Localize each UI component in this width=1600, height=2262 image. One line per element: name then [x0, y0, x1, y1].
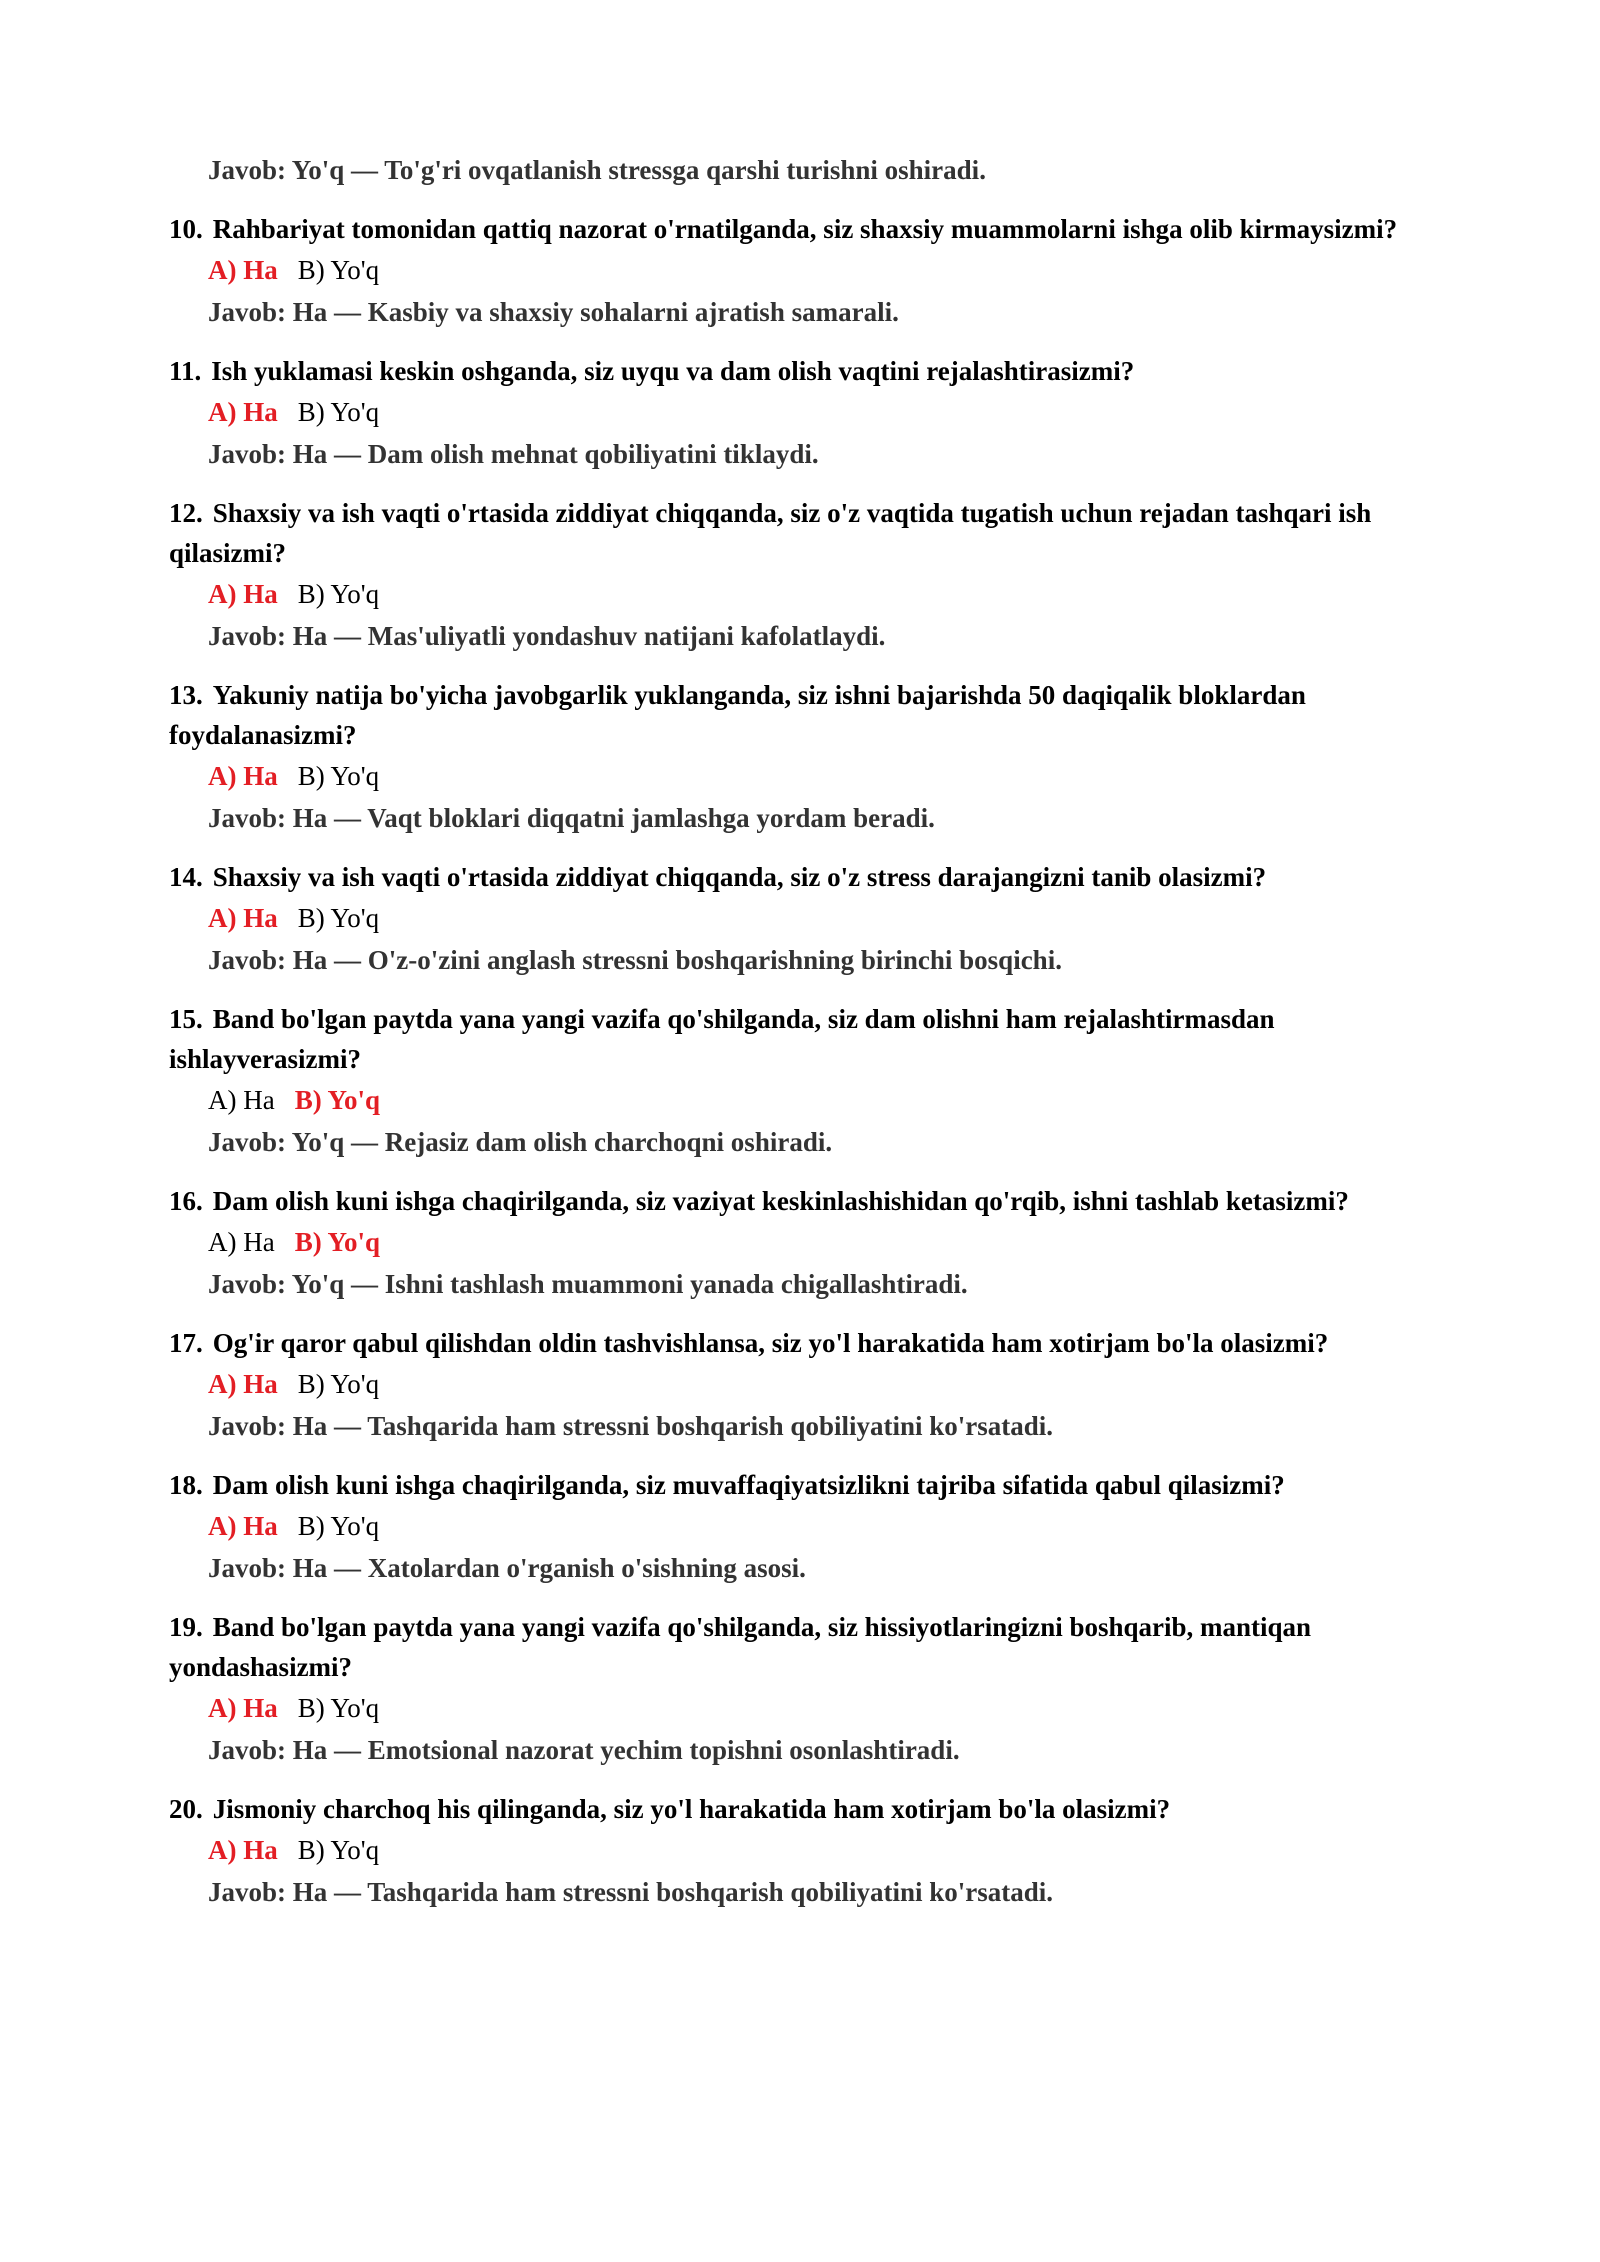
answer-options [169, 573, 1440, 616]
question-number: 10. [169, 214, 203, 244]
option-a[interactable]: A) Ha [208, 1511, 278, 1541]
answer-options [169, 1079, 1440, 1122]
question-number: 18. [169, 1470, 203, 1500]
question-number: 20. [169, 1794, 203, 1824]
answer-options [169, 755, 1440, 798]
question-text [169, 351, 1440, 391]
option-b[interactable]: B) Yo'q [297, 761, 380, 791]
option-b[interactable]: B) Yo'q [297, 579, 380, 609]
answer-options [169, 1687, 1440, 1730]
answer-options [169, 897, 1440, 940]
question-text [169, 675, 1440, 755]
option-b[interactable]: B) Yo'q [297, 903, 380, 933]
question-text [169, 999, 1440, 1079]
answer-text: Javob: Ha — Xatolardan o'rganish o'sishning asosi. [208, 1553, 806, 1583]
question-number: 19. [169, 1612, 203, 1642]
question-number: 11. [169, 356, 202, 386]
question-number: 16. [169, 1186, 203, 1216]
question-label: Band bo'lgan paytda yana yangi vazifa qo'shilganda, siz dam olishni ham rejalashtirmasdan ishlayverasizmi? [169, 1004, 1275, 1074]
question-label: Ish yuklamasi keskin oshganda, siz uyqu va dam olish vaqtini rejalashtirasizmi? [211, 356, 1135, 386]
option-b[interactable]: B) Yo'q [294, 1085, 381, 1115]
question-label: Jismoniy charchoq his qilinganda, siz yo'l harakatida ham xotirjam bo'la olasizmi? [212, 1794, 1171, 1824]
question-item [169, 493, 1440, 656]
answer-text: Javob: Ha — Vaqt bloklari diqqatni jamlashga yordam beradi. [208, 803, 935, 833]
answer-options [169, 1221, 1440, 1264]
question-item [169, 351, 1440, 474]
question-list [169, 209, 1440, 1912]
option-b[interactable]: B) Yo'q [297, 255, 380, 285]
question-label: Dam olish kuni ishga chaqirilganda, siz vaziyat keskinlashishidan qo'rqib, ishni tashlab ketasizmi? [212, 1186, 1349, 1216]
answer-text: Javob: Ha — O'z-o'zini anglash stressni boshqarishning birinchi bosqichi. [208, 945, 1062, 975]
question-item [169, 209, 1440, 332]
answer-options [169, 249, 1440, 292]
option-a[interactable]: A) Ha [208, 1227, 275, 1257]
option-a[interactable]: A) Ha [208, 397, 278, 427]
question-label: Yakuniy natija bo'yicha javobgarlik yuklanganda, siz ishni bajarishda 50 daqiqalik bloklardan foydalanasizmi? [169, 680, 1306, 750]
question-label: Shaxsiy va ish vaqti o'rtasida ziddiyat chiqqanda, siz o'z stress darajangizni tanib olasizmi? [212, 862, 1267, 892]
option-a[interactable]: A) Ha [208, 761, 278, 791]
answer-text: Javob: Ha — Emotsional nazorat yechim topishni osonlashtiradi. [208, 1735, 960, 1765]
answer-options [169, 1363, 1440, 1406]
question-item [169, 999, 1440, 1162]
question-label: Band bo'lgan paytda yana yangi vazifa qo'shilganda, siz hissiyotlaringizni boshqarib, mantiqan yondashasizmi? [169, 1612, 1312, 1682]
question-number: 15. [169, 1004, 203, 1034]
option-b[interactable]: B) Yo'q [297, 1369, 380, 1399]
option-a[interactable]: A) Ha [208, 1693, 278, 1723]
answer-text: Javob: Ha — Dam olish mehnat qobiliyatini tiklaydi. [208, 439, 819, 469]
answer-text: Javob: Yo'q — Rejasiz dam olish charchoqni oshiradi. [208, 1127, 833, 1157]
option-a[interactable]: A) Ha [208, 1369, 278, 1399]
answer-text: Javob: Ha — Mas'uliyatli yondashuv natijani kafolatlaydi. [208, 621, 886, 651]
question-item [169, 1789, 1440, 1912]
answer-text: Javob: Ha — Kasbiy va shaxsiy sohalarni ajratish samarali. [208, 297, 899, 327]
question-text [169, 1607, 1440, 1687]
option-a[interactable]: A) Ha [208, 255, 278, 285]
answer-text: Javob: Ha — Tashqarida ham stressni boshqarish qobiliyatini ko'rsatadi. [208, 1411, 1053, 1441]
question-text [169, 1181, 1440, 1221]
question-item [169, 675, 1440, 838]
answer-options [169, 391, 1440, 434]
option-a[interactable]: A) Ha [208, 579, 278, 609]
question-item [169, 1323, 1440, 1446]
answer-text: Javob: Yo'q — Ishni tashlash muammoni yanada chigallashtiradi. [208, 1269, 968, 1299]
question-label: Shaxsiy va ish vaqti o'rtasida ziddiyat chiqqanda, siz o'z vaqtida tugatish uchun rejadan tashqari ish qilasizmi? [169, 498, 1372, 568]
question-item [169, 857, 1440, 980]
question-number: 12. [169, 498, 203, 528]
question-text [169, 493, 1440, 573]
option-a[interactable]: A) Ha [208, 1835, 278, 1865]
option-b[interactable]: B) Yo'q [294, 1227, 381, 1257]
option-b[interactable]: B) Yo'q [297, 1511, 380, 1541]
question-item [169, 1607, 1440, 1770]
question-number: 14. [169, 862, 203, 892]
answer-text: Javob: Ha — Tashqarida ham stressni boshqarish qobiliyatini ko'rsatadi. [208, 1877, 1053, 1907]
answer-options [169, 1505, 1440, 1548]
option-a[interactable]: A) Ha [208, 903, 278, 933]
option-b[interactable]: B) Yo'q [297, 1693, 380, 1723]
option-b[interactable]: B) Yo'q [297, 1835, 380, 1865]
option-b[interactable]: B) Yo'q [297, 397, 380, 427]
question-label: Rahbariyat tomonidan qattiq nazorat o'rnatilganda, siz shaxsiy muammolarni ishga olib kirmaysizmi? [212, 214, 1398, 244]
question-item [169, 1181, 1440, 1304]
option-a[interactable]: A) Ha [208, 1085, 275, 1115]
question-item [169, 1465, 1440, 1588]
question-number: 13. [169, 680, 203, 710]
question-text [169, 857, 1440, 897]
question-label: Dam olish kuni ishga chaqirilganda, siz muvaffaqiyatsizlikni tajriba sifatida qabul qilasizmi? [212, 1470, 1285, 1500]
question-number: 17. [169, 1328, 203, 1358]
question-text [169, 1323, 1440, 1363]
question-label: Og'ir qaror qabul qilishdan oldin tashvishlansa, siz yo'l harakatida ham xotirjam bo'la olasizmi? [212, 1328, 1329, 1358]
question-text [169, 1465, 1440, 1505]
answer-options [169, 1829, 1440, 1872]
answer-text: Javob: Yo'q — To'g'ri ovqatlanish stressga qarshi turishni oshiradi. [208, 155, 986, 185]
question-text [169, 1789, 1440, 1829]
question-text [169, 209, 1440, 249]
